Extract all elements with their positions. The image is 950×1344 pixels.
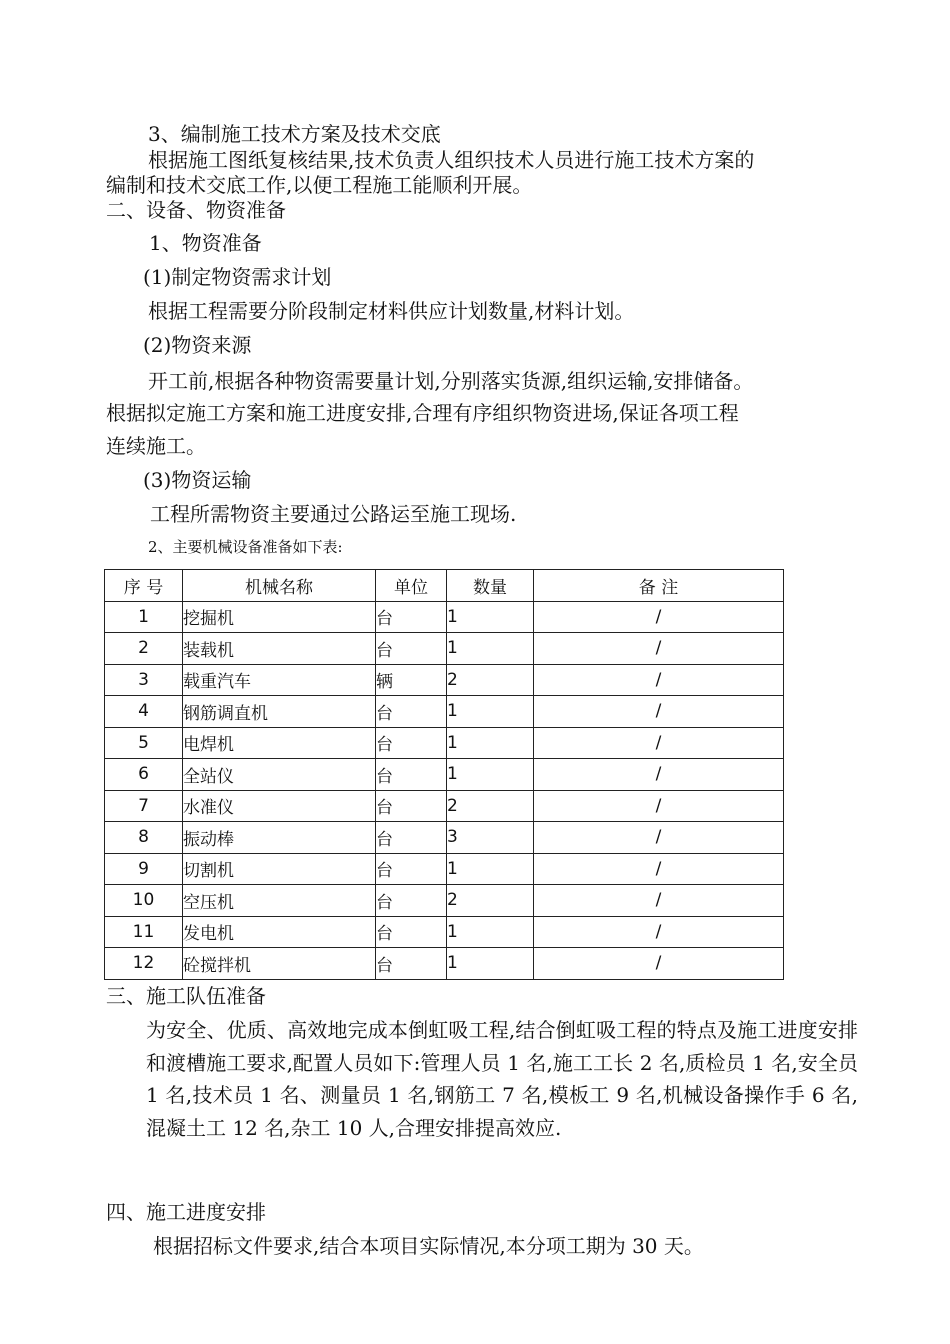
part-2-heading: 二、设备、物资准备 [106,198,286,222]
cell-remark: / [534,822,784,854]
cell-unit: 台 [376,822,447,854]
cell-no: 12 [105,948,183,980]
cell-no: 2 [105,633,183,665]
cell-no: 1 [105,601,183,633]
cell-qty: 2 [447,885,534,917]
item-3-text: 工程所需物资主要通过公路运至施工现场. [150,502,517,526]
header-remark: 备 注 [534,570,784,602]
cell-remark: / [534,727,784,759]
item-2-text-line2: 根据拟定施工方案和施工进度安排,合理有序组织物资进场,保证各项工程 [106,401,739,425]
equipment-table-caption: 2、主要机械设备准备如下表: [148,538,343,556]
cell-name: 挖掘机 [183,601,376,633]
table-row [105,885,784,917]
cell-unit: 台 [376,916,447,948]
cell-name: 水准仪 [183,790,376,822]
cell-qty: 1 [447,948,534,980]
cell-unit: 台 [376,790,447,822]
table-header-row [105,570,784,602]
cell-no: 10 [105,885,183,917]
cell-unit: 台 [376,759,447,791]
cell-no: 3 [105,664,183,696]
cell-name: 钢筋调直机 [183,696,376,728]
table-row [105,664,784,696]
header-no: 序 号 [105,570,183,602]
cell-no: 8 [105,822,183,854]
cell-remark: / [534,948,784,980]
part-4-paragraph: 根据招标文件要求,结合本项目实际情况,本分项工期为 30 天。 [153,1234,704,1258]
table-row [105,853,784,885]
cell-no: 6 [105,759,183,791]
item-1-title: (1)制定物资需求计划 [143,265,332,289]
part-3-heading: 三、施工队伍准备 [106,984,266,1008]
cell-name: 砼搅拌机 [183,948,376,980]
cell-qty: 1 [447,853,534,885]
table-row [105,633,784,665]
cell-unit: 台 [376,948,447,980]
cell-remark: / [534,853,784,885]
cell-qty: 2 [447,664,534,696]
table-row [105,696,784,728]
cell-qty: 2 [447,790,534,822]
cell-name: 载重汽车 [183,664,376,696]
cell-unit: 台 [376,853,447,885]
cell-remark: / [534,696,784,728]
item-2-title: (2)物资来源 [143,333,252,357]
cell-unit: 台 [376,601,447,633]
header-name: 机械名称 [183,570,376,602]
cell-qty: 1 [447,633,534,665]
cell-name: 切割机 [183,853,376,885]
equipment-table [104,569,784,980]
cell-remark: / [534,633,784,665]
cell-remark: / [534,790,784,822]
cell-unit: 台 [376,696,447,728]
table-row [105,916,784,948]
cell-name: 发电机 [183,916,376,948]
cell-remark: / [534,759,784,791]
header-unit: 单位 [376,570,447,602]
section-3-paragraph-line1: 根据施工图纸复核结果,技术负责人组织技术人员进行施工技术方案的 [148,148,755,172]
table-row [105,601,784,633]
cell-name: 空压机 [183,885,376,917]
cell-no: 7 [105,790,183,822]
cell-unit: 台 [376,885,447,917]
cell-qty: 1 [447,696,534,728]
cell-qty: 3 [447,822,534,854]
cell-qty: 1 [447,727,534,759]
cell-remark: / [534,916,784,948]
cell-no: 4 [105,696,183,728]
table-row [105,759,784,791]
cell-qty: 1 [447,601,534,633]
item-2-text-line3: 连续施工。 [106,434,206,458]
subsection-1-heading: 1、物资准备 [149,231,262,255]
section-3-heading: 3、编制施工技术方案及技术交底 [148,122,441,146]
cell-no: 9 [105,853,183,885]
table-row [105,822,784,854]
item-2-text-line1: 开工前,根据各种物资需要量计划,分别落实货源,组织运输,安排储备。 [148,369,754,393]
cell-remark: / [534,664,784,696]
cell-unit: 台 [376,727,447,759]
cell-unit: 台 [376,633,447,665]
table-row [105,727,784,759]
table-row [105,948,784,980]
cell-remark: / [534,885,784,917]
cell-name: 装载机 [183,633,376,665]
cell-name: 全站仪 [183,759,376,791]
cell-no: 5 [105,727,183,759]
section-3-paragraph-line2: 编制和技术交底工作,以便工程施工能顺利开展。 [106,173,533,197]
item-1-text: 根据工程需要分阶段制定材料供应计划数量,材料计划。 [148,299,635,323]
part-3-paragraph: 为安全、优质、高效地完成本倒虹吸工程,结合倒虹吸工程的特点及施工进度安排和渡槽施工要求,配置人员如下:管理人员 1 名,施工工长 2 名,质检员 1 名,安全员 1 名,技术员 1 名、测量员 1 名,钢筋工 7 名,模板工 9 名,机械设备操作手 6 名,混凝土工 12 名,杂工 10 人,合理安排提高效应. [146,1018,858,1140]
item-3-title: (3)物资运输 [143,468,252,492]
part-4-heading: 四、施工进度安排 [106,1200,266,1224]
cell-qty: 1 [447,916,534,948]
cell-name: 振动棒 [183,822,376,854]
table-row [105,790,784,822]
cell-remark: / [534,601,784,633]
header-qty: 数量 [447,570,534,602]
cell-unit: 辆 [376,664,447,696]
cell-no: 11 [105,916,183,948]
cell-qty: 1 [447,759,534,791]
cell-name: 电焊机 [183,727,376,759]
